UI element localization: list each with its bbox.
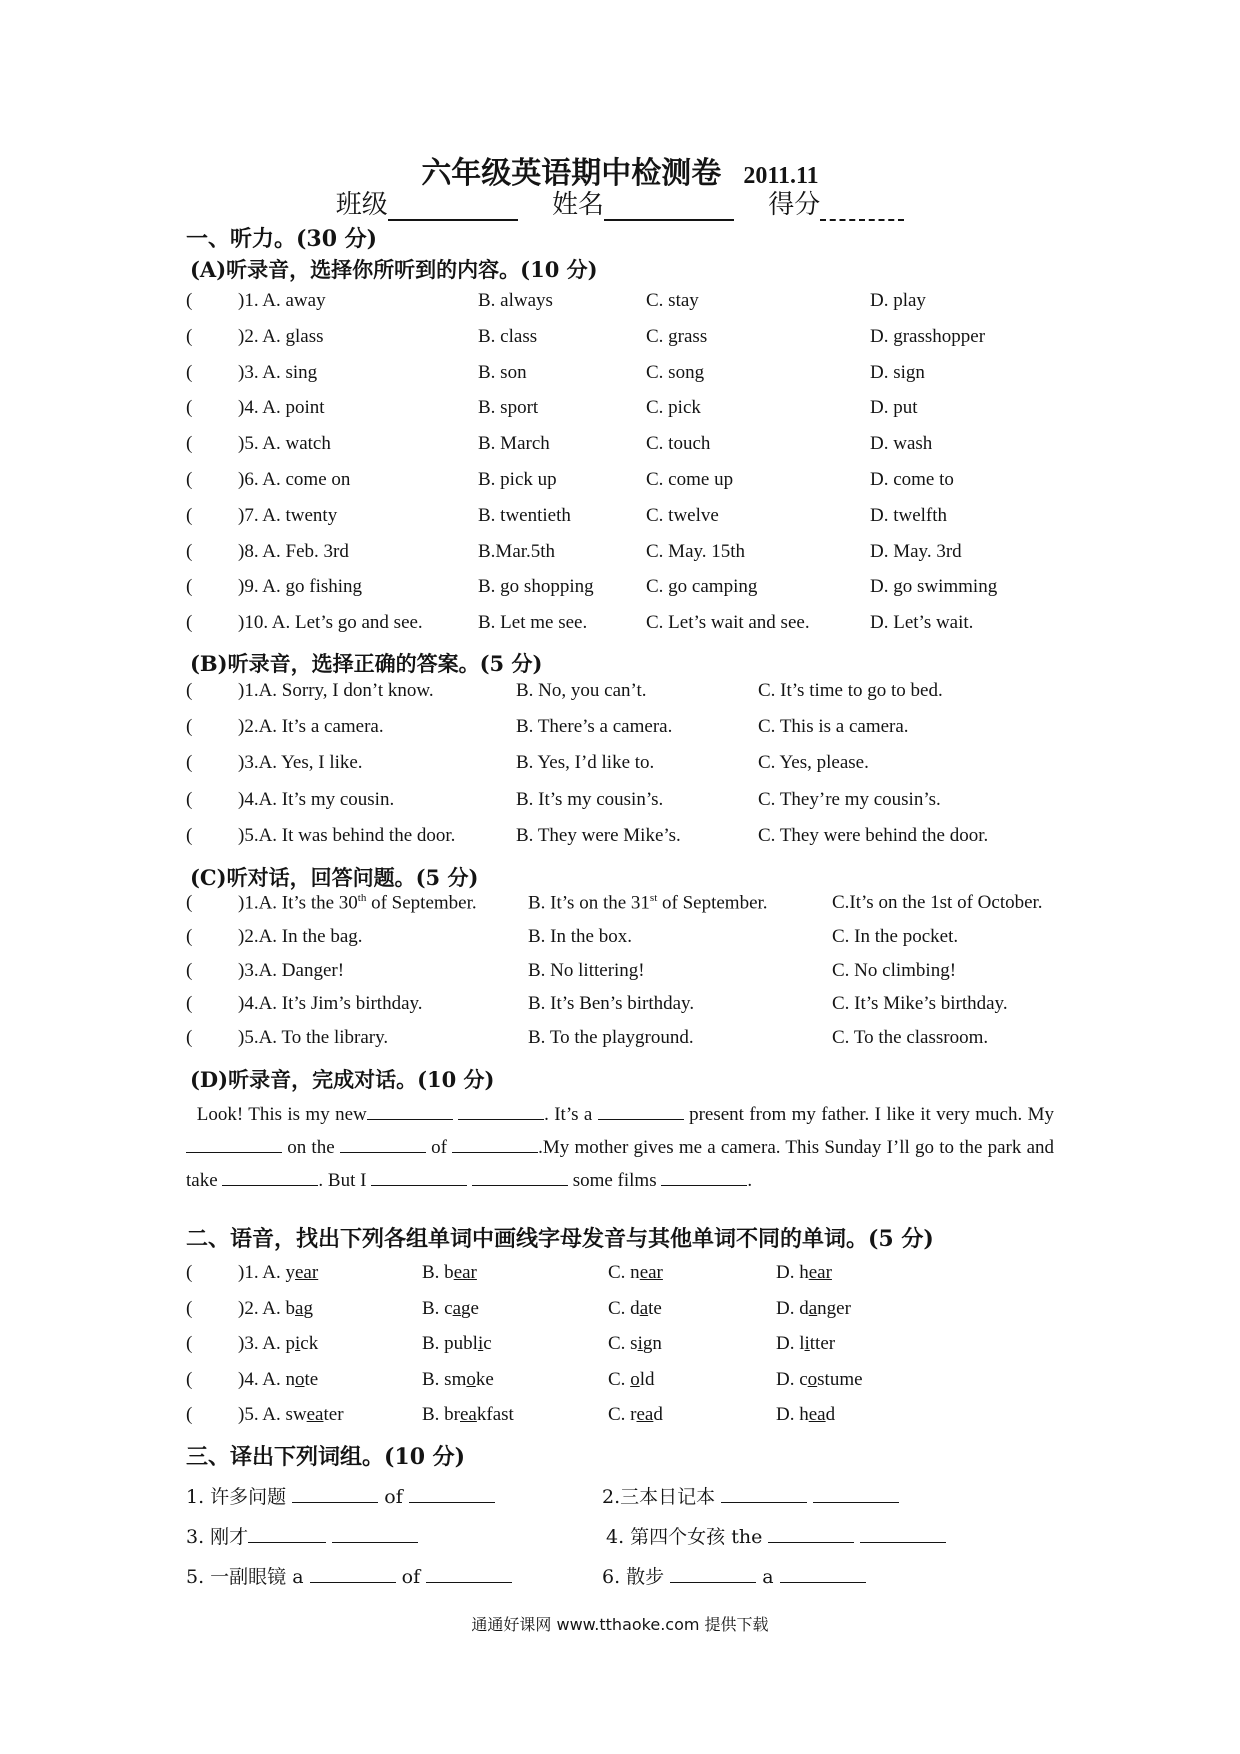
question-option: D. May. 3rd [870, 540, 962, 562]
phonics-option [608, 1298, 662, 1320]
word-part: B. b [422, 1262, 454, 1283]
answer-paren[interactable]: ( [186, 1262, 193, 1283]
answer-paren[interactable]: ( [186, 788, 193, 810]
question-option: C. Let’s wait and see. [646, 612, 810, 634]
phonics-option [608, 1369, 654, 1391]
word-part: C. n [608, 1262, 640, 1283]
underlined-letters: i [804, 1333, 810, 1355]
passage-text: .My mother gives me a camera. This Sunday I’ll go to the park and take [186, 1137, 1055, 1191]
name-blank[interactable] [604, 193, 734, 221]
question-option: C. No climbing! [832, 959, 957, 981]
section-2-heading: 二、语音，找出下列各组单词中画线字母发音与其他单词不同的单词。(5 分) [186, 1226, 934, 1252]
question-option-a: )3. A. sing [238, 361, 318, 383]
question-option: B. No, you can’t. [516, 680, 647, 701]
question-option: C. come up [646, 469, 734, 490]
score-blank[interactable] [820, 193, 904, 221]
question-option-a: )4.A. It’s Jim’s birthday. [238, 993, 423, 1015]
word-part: ck [300, 1333, 319, 1355]
question-option: C. May. 15th [646, 540, 746, 562]
answer-paren[interactable]: ( [186, 612, 193, 634]
underlined-letters: i [295, 1333, 301, 1355]
question-option: B. It’s my cousin’s. [516, 788, 664, 810]
underlined-letters: ea [808, 1404, 826, 1426]
question-option: D. come to [870, 469, 954, 490]
passage-text: present from my father. I like it very much. My [689, 1104, 1054, 1125]
word-part: ke [475, 1368, 494, 1390]
phonics-option [238, 1333, 318, 1355]
section-3-heading: 三、译出下列词组。(10 分) [186, 1444, 466, 1470]
phonics-option [776, 1298, 851, 1320]
word-part: nger [817, 1297, 851, 1319]
phonics-option [608, 1333, 662, 1355]
answer-paren[interactable]: ( [186, 680, 193, 701]
item-word: of [384, 1486, 403, 1508]
translation-item-2 [602, 1482, 899, 1512]
phonics-option [776, 1333, 835, 1355]
word-part: D. l [776, 1333, 805, 1355]
answer-blank[interactable] [332, 1522, 418, 1543]
answer-paren[interactable]: ( [186, 752, 193, 774]
answer-blank[interactable] [371, 1165, 467, 1186]
exam-date: 2011.11 [743, 163, 819, 189]
question-option: C. grass [646, 325, 708, 347]
question-option: B. No littering! [528, 959, 645, 981]
question-option: B. always [478, 290, 553, 311]
underlined-letters: o [630, 1368, 640, 1390]
underlined-letters: o [295, 1368, 305, 1390]
underlined-letters: a [452, 1297, 462, 1319]
question-option: B. They were Mike’s. [516, 824, 681, 846]
answer-blank[interactable] [721, 1482, 807, 1503]
phonics-option [422, 1298, 479, 1320]
question-option: C. To the classroom. [832, 1027, 989, 1049]
word-part: d [653, 1404, 663, 1426]
underlined-letters: o [807, 1368, 818, 1390]
question-option-a: )5. A. watch [238, 433, 331, 455]
underlined-letters: ear [453, 1262, 477, 1283]
underlined-letters: ea [306, 1404, 324, 1426]
question-option: B. There’s a camera. [516, 716, 673, 738]
passage-text: on the [287, 1137, 335, 1158]
underlined-letters: ear [639, 1262, 663, 1283]
item-prompt: 5. 一副眼镜 [186, 1566, 287, 1588]
translation-item-3 [186, 1522, 418, 1552]
class-label: 班级 [335, 190, 388, 220]
translation-item-4 [606, 1522, 946, 1552]
question-option: D. wash [870, 433, 933, 455]
answer-blank[interactable] [222, 1165, 318, 1186]
word-part: D. c [776, 1368, 808, 1390]
answer-paren[interactable]: ( [186, 959, 193, 981]
section-1-heading: 一、听力。(30 分) [186, 226, 378, 252]
name-label: 姓名 [551, 190, 604, 220]
answer-paren[interactable]: ( [186, 361, 193, 383]
answer-blank[interactable] [472, 1165, 568, 1186]
question-option-a: )1. A. away [238, 290, 326, 311]
phonics-option [608, 1404, 663, 1426]
answer-blank[interactable] [340, 1132, 426, 1153]
item-prompt: 4. 第四个女孩 [606, 1526, 726, 1548]
translation-item-1 [186, 1482, 495, 1512]
underlined-letters: ea [636, 1404, 654, 1426]
part-d-passage [186, 1098, 1054, 1197]
question-option: D. twelfth [870, 504, 948, 526]
answer-paren[interactable]: ( [186, 540, 193, 562]
underlined-letters: ear [295, 1262, 319, 1283]
question-option: B. go shopping [478, 576, 594, 598]
question-option-a: )2.A. It’s a camera. [238, 716, 384, 738]
phonics-option [238, 1298, 313, 1320]
question-option-a: )10. A. Let’s go and see. [238, 612, 423, 634]
question-option-a: )3.A. Danger! [238, 959, 345, 981]
question-option: C. They’re my cousin’s. [758, 788, 941, 810]
question-option-a: )1.A. It’s the 30th of September. [238, 892, 477, 914]
word-part: B. publ [422, 1333, 478, 1355]
passage-text: Look! This is my new [196, 1104, 367, 1125]
question-option-a: )2. A. glass [238, 325, 324, 347]
passage-text: . But I [318, 1170, 367, 1191]
word-part: C. s [608, 1333, 638, 1355]
answer-blank[interactable] [452, 1132, 538, 1153]
word-part: C. [608, 1368, 631, 1390]
word-part: ld [639, 1368, 655, 1390]
word-part: )3. A. p [238, 1333, 295, 1355]
answer-blank[interactable] [292, 1482, 378, 1503]
phonics-option [776, 1262, 832, 1284]
phonics-option [238, 1404, 344, 1426]
question-option: B. Let me see. [478, 612, 588, 634]
word-part: kfast [476, 1404, 514, 1426]
passage-text: . [747, 1170, 753, 1191]
question-option-a: )4.A. It’s my cousin. [238, 788, 395, 810]
answer-paren[interactable]: ( [186, 993, 193, 1015]
page-footer: 通通好课网 www.tthaoke.com 提供下载 [471, 1615, 769, 1634]
word-part: B. br [422, 1404, 460, 1426]
question-option-a: )1.A. Sorry, I don’t know. [238, 680, 434, 701]
question-option: D. Let’s wait. [870, 612, 974, 634]
question-option: C. go camping [646, 576, 758, 598]
part-b-heading: (B)听录音，选择正确的答案。(5 分) [190, 651, 543, 676]
word-part: ter [323, 1404, 344, 1426]
phonics-option [238, 1262, 318, 1284]
question-option-a: )3.A. Yes, I like. [238, 752, 363, 774]
question-option: D. put [870, 397, 918, 419]
word-part: ge [461, 1297, 479, 1319]
answer-blank[interactable] [813, 1482, 899, 1503]
underlined-letters: a [808, 1297, 818, 1319]
word-part: )4. A. n [238, 1368, 295, 1390]
word-part: te [648, 1297, 662, 1319]
word-part: )5. A. sw [238, 1404, 307, 1426]
question-option-a: )2.A. In the bag. [238, 925, 363, 947]
question-option: D. play [870, 290, 926, 311]
word-part: g [303, 1297, 313, 1319]
answer-blank[interactable] [409, 1482, 495, 1503]
translation-item-6 [602, 1562, 866, 1592]
answer-paren[interactable]: ( [186, 397, 193, 419]
item-word: a [762, 1566, 774, 1588]
student-info-line [0, 184, 1240, 221]
question-option: C. This is a camera. [758, 716, 909, 738]
phonics-option [422, 1369, 494, 1391]
answer-paren[interactable]: ( [186, 1333, 193, 1355]
word-part: B. sm [422, 1368, 467, 1390]
item-word: of [401, 1566, 421, 1588]
word-part: D. h [776, 1262, 809, 1283]
question-option-a: )5.A. To the library. [238, 1027, 389, 1049]
word-part: te [304, 1368, 319, 1390]
answer-paren[interactable]: ( [186, 1404, 193, 1426]
phonics-option [776, 1369, 863, 1391]
answer-paren[interactable]: ( [186, 290, 193, 311]
answer-paren[interactable]: ( [186, 576, 193, 598]
underlined-letters: ear [808, 1262, 832, 1283]
word-part: gn [642, 1333, 662, 1355]
phonics-option [776, 1404, 835, 1426]
question-option: B. sport [478, 397, 539, 419]
answer-paren[interactable]: ( [186, 1297, 193, 1319]
title-text: 六年级英语期中检测卷 [421, 156, 722, 191]
word-part: D. h [776, 1404, 809, 1426]
phonics-option [608, 1262, 663, 1284]
underlined-letters: ea [460, 1404, 477, 1426]
item-prompt: 3. 刚才 [186, 1526, 249, 1548]
question-option-a: )8. A. Feb. 3rd [238, 540, 349, 562]
underlined-letters: a [639, 1297, 649, 1319]
question-option: B. It’s Ben’s birthday. [528, 993, 695, 1015]
answer-blank[interactable] [367, 1099, 453, 1120]
part-c-heading: (C)听对话，回答问题。(5 分) [190, 865, 479, 890]
score-label: 得分 [768, 190, 821, 220]
word-part: c [483, 1333, 492, 1355]
question-option-a: )9. A. go fishing [238, 576, 363, 598]
question-option: B. pick up [478, 469, 557, 490]
item-prompt: 1. 许多问题 [186, 1486, 287, 1508]
answer-blank[interactable] [598, 1099, 684, 1120]
answer-blank[interactable] [186, 1132, 282, 1153]
question-option: C. They were behind the door. [758, 824, 989, 846]
question-option: D. go swimming [870, 576, 998, 598]
answer-blank[interactable] [780, 1562, 866, 1583]
word-part: B. c [422, 1297, 453, 1319]
question-option: B. To the playground. [528, 1027, 694, 1049]
question-option: B. It’s on the 31st of September. [528, 892, 768, 914]
answer-blank[interactable] [426, 1562, 512, 1583]
underlined-letters: o [466, 1368, 476, 1390]
answer-blank[interactable] [670, 1562, 756, 1583]
word-part: )1. A. y [238, 1262, 295, 1283]
word-part: tter [809, 1333, 836, 1355]
question-option: C. twelve [646, 504, 719, 526]
question-option: C. It’s Mike’s birthday. [832, 993, 1008, 1015]
answer-paren[interactable]: ( [186, 892, 193, 913]
question-option: C. touch [646, 433, 711, 455]
word-part: d [825, 1404, 836, 1426]
question-option-a: )4. A. point [238, 397, 325, 419]
question-option: B. twentieth [478, 504, 571, 526]
question-option: C. It’s time to go to bed. [758, 680, 943, 701]
underlined-letters: i [477, 1333, 484, 1355]
question-option: B. March [478, 433, 550, 455]
question-option: B. Yes, I’d like to. [516, 752, 655, 774]
answer-blank[interactable] [248, 1522, 326, 1543]
question-option: D. sign [870, 361, 925, 383]
question-option: B. class [478, 325, 538, 347]
passage-text: . It’s a [544, 1104, 593, 1125]
answer-paren[interactable]: ( [186, 469, 193, 490]
phonics-option [238, 1369, 318, 1391]
answer-blank[interactable] [768, 1522, 854, 1543]
answer-paren[interactable]: ( [186, 925, 193, 947]
question-option: B. In the box. [528, 925, 632, 947]
question-option: D. grasshopper [870, 325, 986, 347]
passage-text: some films [572, 1170, 657, 1191]
word-part: C. d [608, 1297, 640, 1319]
word-part: stume [817, 1368, 863, 1390]
word-part: )2. A. b [238, 1297, 295, 1319]
word-part: D. d [776, 1297, 809, 1319]
question-option: B.Mar.5th [478, 540, 556, 562]
question-option-a: )7. A. twenty [238, 504, 338, 526]
answer-paren[interactable]: ( [186, 325, 193, 347]
passage-text: of [431, 1137, 447, 1158]
answer-paren[interactable]: ( [186, 824, 193, 846]
answer-paren[interactable]: ( [186, 716, 193, 738]
item-prompt: 6. 散步 [602, 1566, 665, 1588]
phonics-option [422, 1333, 492, 1355]
question-option-a: )6. A. come on [238, 469, 351, 490]
question-option: C. stay [646, 290, 699, 311]
phonics-option [422, 1262, 477, 1284]
question-option: C. In the pocket. [832, 925, 959, 947]
question-option: C.It’s on the 1st of October. [832, 892, 1043, 913]
item-word: the [731, 1526, 763, 1548]
answer-blank[interactable] [860, 1522, 946, 1543]
underlined-letters: i [637, 1333, 643, 1355]
answer-paren[interactable]: ( [186, 1027, 193, 1049]
item-prompt: 2.三本日记本 [602, 1486, 716, 1508]
translation-item-5 [186, 1562, 512, 1592]
underlined-letters: a [295, 1297, 304, 1319]
answer-paren[interactable]: ( [186, 504, 193, 526]
answer-blank[interactable] [661, 1165, 747, 1186]
answer-paren[interactable]: ( [186, 433, 193, 455]
class-blank[interactable] [388, 193, 518, 221]
question-option: C. pick [646, 397, 701, 419]
question-option: C. song [646, 361, 705, 383]
phonics-option [422, 1404, 514, 1426]
answer-paren[interactable]: ( [186, 1368, 193, 1390]
word-part: C. r [608, 1404, 637, 1426]
question-option: B. son [478, 361, 527, 383]
item-word: a [292, 1566, 304, 1588]
answer-blank[interactable] [458, 1099, 544, 1120]
question-option-a: )5.A. It was behind the door. [238, 824, 456, 846]
part-d-heading: (D)听录音，完成对话。(10 分) [190, 1067, 495, 1092]
answer-blank[interactable] [310, 1562, 396, 1583]
part-a-heading: (A)听录音，选择你所听到的内容。(10 分) [190, 257, 598, 282]
question-option: C. Yes, please. [758, 752, 869, 774]
